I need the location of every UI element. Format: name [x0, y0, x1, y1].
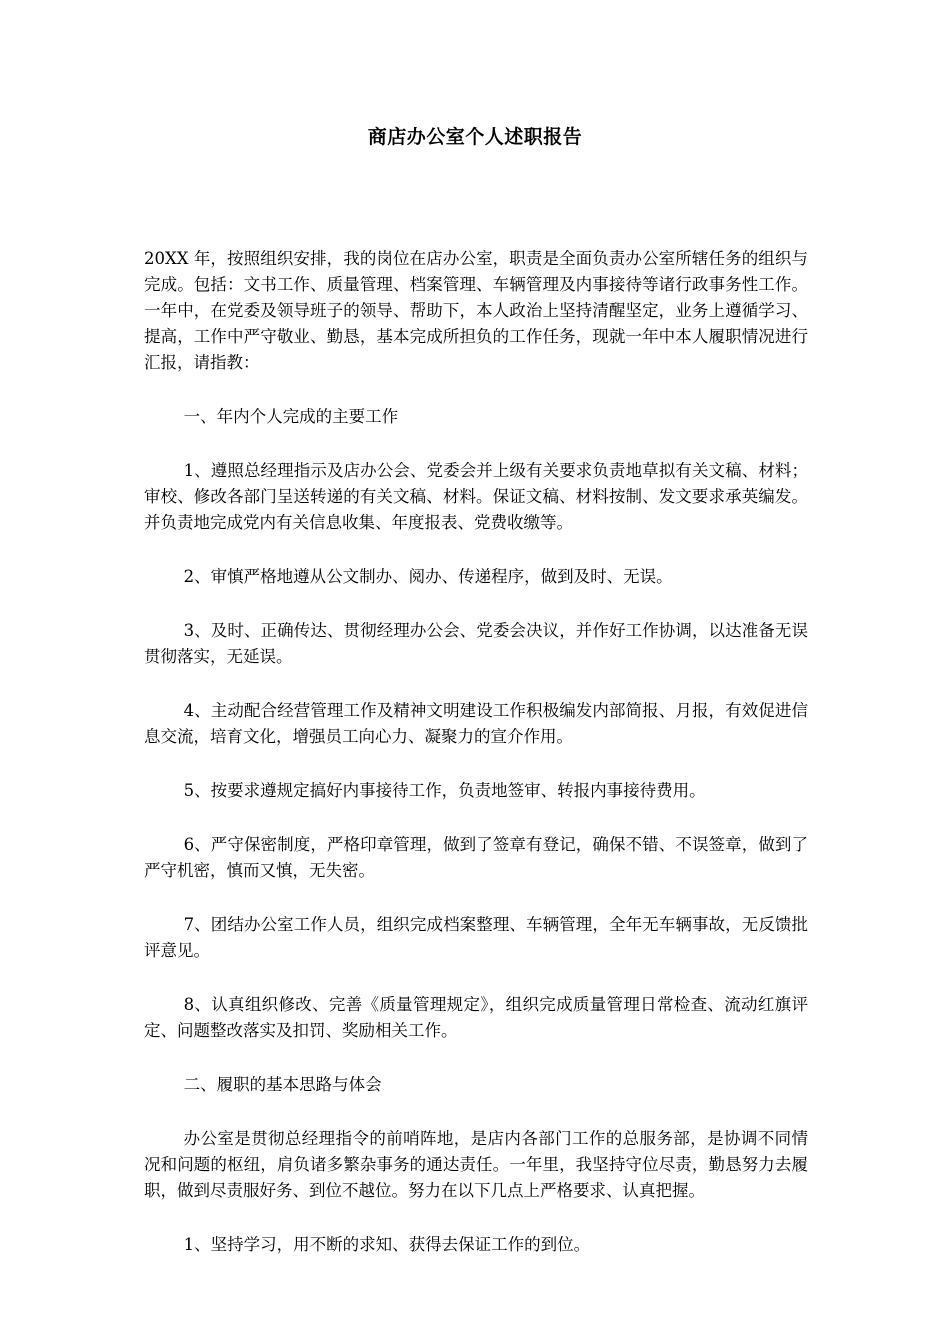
- paragraph-item-1: 1、遵照总经理指示及店办公会、党委会并上级有关要求负责地草拟有关文稿、材料；审校、修改各部门呈送转递的有关文稿、材料。保证文稿、材料按制、发文要求承英编发。并负责地完成党内有关信息收集、年度报表、党费收缴等。: [144, 461, 808, 532]
- paragraph-item-7: 7、团结办公室工作人员，组织完成档案整理、车辆管理，全年无车辆事故，无反馈批评意见。: [144, 915, 808, 960]
- section-heading-2: 二、履职的基本思路与体会: [183, 1075, 382, 1094]
- paragraph-office-role: 办公室是贯彻总经理指令的前哨阵地，是店内各部门工作的总服务部，是协调不同情况和问题的枢纽，肩负诸多繁杂事务的通达责任。一年里，我坚持守位尽责，勤恳努力去履职，做到尽责服好务、到位不越位。努力在以下几点上严格要求、认真把握。: [144, 1129, 808, 1200]
- paragraph-item-3: 3、及时、正确传达、贯彻经理办公会、党委会决议，并作好工作协调，以达准备无误贯彻落实，无延误。: [144, 621, 808, 666]
- paragraph-point-1: 1、坚持学习，用不断的求知、获得去保证工作的到位。: [183, 1235, 591, 1254]
- paragraph-item-8: 8、认真组织修改、完善《质量管理规定》，组织完成质量管理日常检查、流动红旗评定、问题整改落实及扣罚、奖励相关工作。: [144, 995, 808, 1040]
- paragraph-item-4: 4、主动配合经营管理工作及精神文明建设工作积极编发内部简报、月报，有效促进信息交流，培育文化，增强员工向心力、凝聚力的宣介作用。: [144, 701, 808, 746]
- paragraph-item-2: 2、审慎严格地遵从公文制办、阅办、传递程序，做到及时、无误。: [183, 567, 673, 586]
- paragraph-item-6: 6、严守保密制度，严格印章管理，做到了签章有登记，确保不错、不误签章，做到了严守机密，慎而又慎，无失密。: [144, 835, 808, 880]
- intro-paragraph: 20XX 年，按照组织安排，我的岗位在店办公室，职责是全面负责办公室所辖任务的组织与完成。包括：文书工作、质量管理、档案管理、车辆管理及内事接待等诸行政事务性工作。一年中，在党委及领导班子的领导、帮助下，本人政治上坚持清醒坚定，业务上遵循学习、提高，工作中严守敬业、勤恳，基本完成所担负的工作任务，现就一年中本人履职情况进行汇报，请指教：: [144, 249, 808, 372]
- document-body: [144, 246, 808, 1286]
- section-heading-1: 一、年内个人完成的主要工作: [183, 407, 399, 426]
- document-title: 商店办公室个人述职报告: [367, 126, 583, 148]
- paragraph-item-5: 5、按要求遵规定搞好内事接待工作，负责地签审、转报内事接待费用。: [183, 781, 706, 800]
